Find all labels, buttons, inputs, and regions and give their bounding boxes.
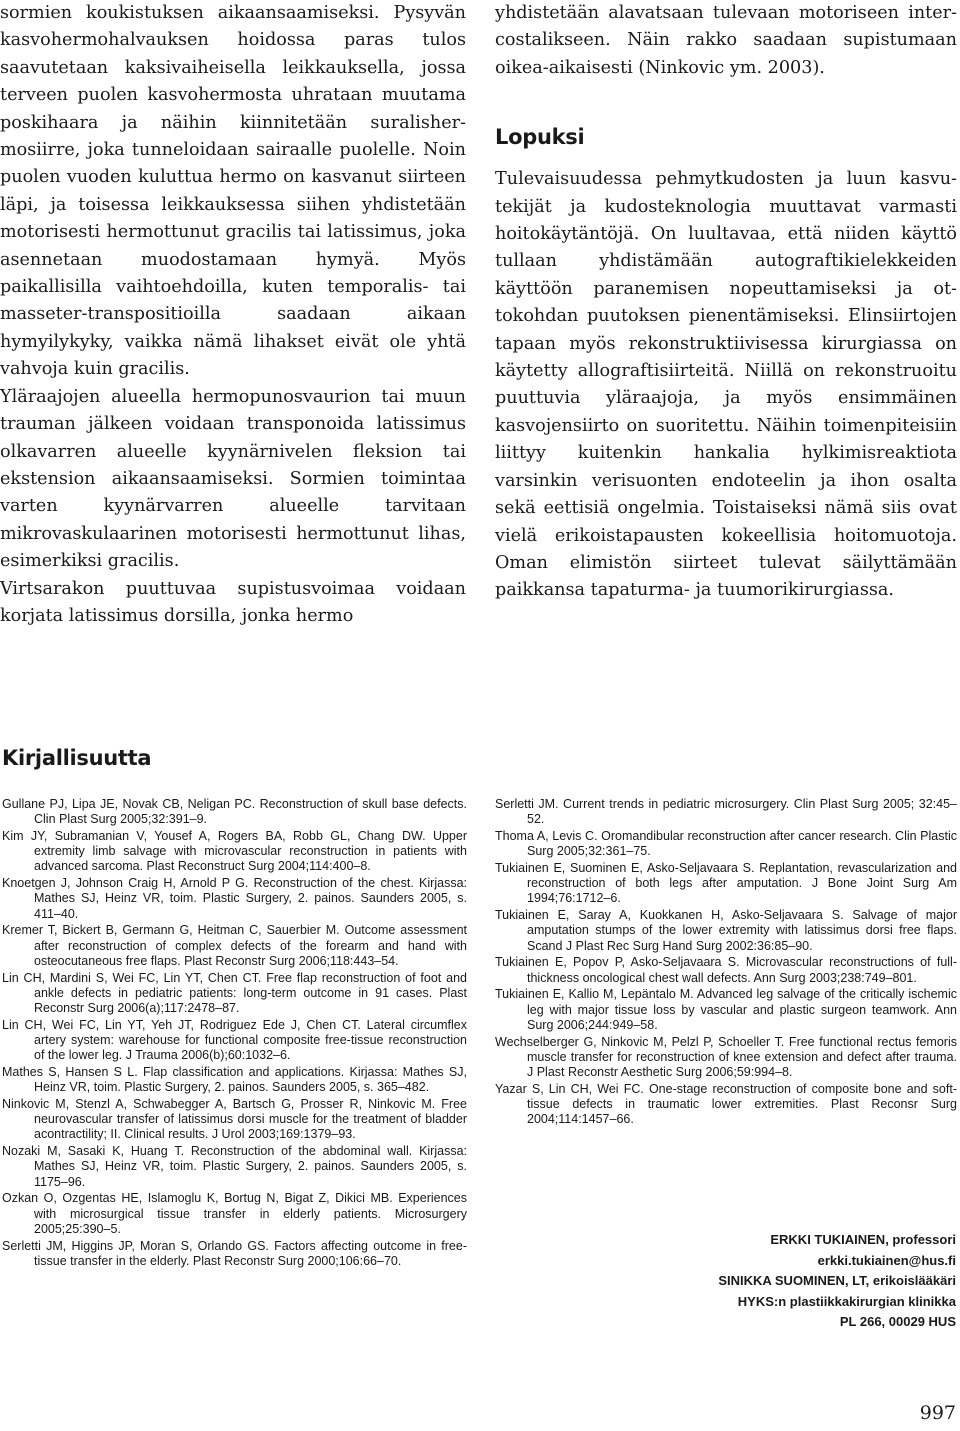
paragraph: sormien koukistuksen aikaansaamiseksi. Pysyvän kasvohermohalvauksen hoidossa paras tulos saavutetaan kaksivaiheisella leikkauksella, jossa terveen puolen kasvohermosta uhrataan muutama poskihaara ja näihin kiinnitetään suralishermosiirre, joka tunneloidaan sairaalle puolelle. Noin puolen vuoden kuluttua hermo on kasvanut siirteen läpi, ja toisessa leikkauksessa siihen yhdistetään motorisesti hermottunut gracilis tai latissimus, joka asennetaan muodostamaan hymyä. Myös paikallisilla vaihtoehdoilla, kuten temporalis- tai masseter-transpositioilla saadaan aikaan hymyilykyky, vaikka nämä lihakset eivät ole yhtä vahvoja kuin gracilis. (0, 3, 466, 380)
author-name: SINIKKA SUOMINEN, LT, erikoislääkäri (718, 1273, 956, 1288)
article-right-column (495, 0, 957, 605)
author-address: PL 266, 00029 HUS (839, 1314, 956, 1329)
author-name: ERKKI TUKIAINEN, professori (770, 1232, 956, 1247)
paragraph: Virtsarakon puuttuvaa supistusvoimaa voidaan korjata latissimus dorsilla, jonka hermo (0, 578, 466, 626)
reference-item: Lin CH, Mardini S, Wei FC, Lin YT, Chen CT. Free flap reconstruction of foot and ankle defects in pediatric patients: long-term outcome in 91 cases. Plast Reconstr Surg 2006(a);117:2478–87. (2, 970, 467, 1016)
reference-item: Ozkan O, Ozgentas HE, Islamoglu K, Bortug N, Bigat Z, Dikici MB. Experiences with microsurgical tissue transfer in elderly patients. Microsurgery 2005;25:390–5. (2, 1191, 467, 1236)
reference-item: Lin CH, Wei FC, Lin YT, Yeh JT, Rodriguez Ede J, Chen CT. Lateral circumflex artery system: warehouse for functional composite free-tissue reconstruction of the lower leg. J Trauma 2006(b);60:1032–6. (2, 1017, 467, 1063)
reference-item: Ninkovic M, Stenzl A, Schwabegger A, Bartsch G, Prosser R, Ninkovic M. Free neurovascular transfer of latissimus dorsi muscle for the treatment of bladder acontractility; II. Clinical results. J Urol 2003;169:1379–93. (2, 1097, 467, 1142)
reference-item: Serletti JM, Higgins JP, Moran S, Orlando GS. Factors affecting outcome in free-tissue transfer in the elderly. Plast Reconstr Surg 2000;106:66–70. (2, 1238, 467, 1268)
reference-item: Serletti JM. Current trends in pediatric microsurgery. Clin Plast Surg 2005; 32:45–52. (495, 797, 957, 827)
reference-item: Tukiainen E, Suominen E, Asko-Seljavaara S. Replantation, revascularization and reconstruction of both legs after amputation. J Bone Joint Surg Am 1994;76:1712–6. (495, 861, 957, 906)
reference-item: Nozaki M, Sasaki K, Huang T. Reconstruction of the abdominal wall. Kirjassa: Mathes SJ, Heinz VR, toim. Plastic Surgery, 2. painos. Saunders 2005, s. 1175–96. (2, 1144, 467, 1189)
references-heading: Kirjallisuutta (2, 746, 152, 770)
reference-item: Tukiainen E, Popov P, Asko-Seljavaara S. Microvascular reconstructions of full-thickness oncological chest wall defects. Ann Surg 2003;238:749–801. (495, 955, 957, 985)
author-email[interactable]: erkki.tukiainen@hus.fi (817, 1252, 956, 1268)
paragraph: Tulevaisuudessa pehmytkudosten ja luun kasvutekijät ja kudosteknologia muuttavat varmasti hoitokäytäntöjä. On luultavaa, että niiden käyttö tullaan yhdistämään autograftikielekkeiden käyttöön paranemisen nopeuttamiseksi ja ottokohdan puutoksen pienentämiseksi. Elinsiirtojen tapaan myös rekonstruktiivisessa kirurgiassa on käytetty allograftisiirteitä. Niillä on rekonstruoitu puuttuvia yläraajoja, ja myös ensimmäinen kasvojensiirto on suoritettu. Näihin toimenpiteisiin liittyy kuitenkin hankalia hylkimisreaktiota varsinkin verisuonten endoteelin ja ihon osalta sekä eettisiä ongelmia. Toistaiseksi nämä siis ovat vielä erikoistapausten kokeellisia hoitomuotoja. Oman elimistön siirteet tulevat säilyttämään paikkansa tapaturma- ja tuumorikirurgiassa. (495, 169, 957, 601)
reference-item: Kim JY, Subramanian V, Yousef A, Rogers BA, Robb GL, Chang DW. Upper extremity limb salvage with microvascular reconstruction in patients with advanced sarcoma. Plast Reconstruct Surg 2004;114:400–8. (2, 829, 467, 874)
paragraph: yhdistetään alavatsaan tulevaan motoriseen intercostalikseen. Näin rakko saadaan supistumaan oikea-aikaisesti (Ninkovic ym. 2003). (495, 3, 957, 78)
author-block (718, 1230, 956, 1333)
reference-item: Tukiainen E, Saray A, Kuokkanen H, Asko-Seljavaara S. Salvage of major amputation stumps of the lower extremity with latissimus dorsi free flaps. Scand J Plast Rec Surg Hand Surg 2002:36:85–90. (495, 908, 957, 953)
reference-item: Wechselberger G, Ninkovic M, Pelzl P, Schoeller T. Free functional rectus femoris muscle transfer for reconstruction of knee extension and defect after trauma. J Plast Reconstr Aesthetic Surg 2006;59:994–8. (495, 1034, 957, 1080)
references-right-column (495, 797, 957, 1129)
reference-item: Tukiainen E, Kallio M, Lepäntalo M. Advanced leg salvage of the critically ischemic leg with major tissue loss by vascular and plastic surgeon teamwork. Ann Surg 2006;244:949–58. (495, 987, 957, 1032)
page-number: 997 (919, 1402, 956, 1424)
reference-item: Yazar S, Lin CH, Wei FC. One-stage reconstruction of composite bone and soft-tissue defects in traumatic lower extremities. Plast Reconsr Surg 2004;114:1457–66. (495, 1081, 957, 1127)
author-affiliation: HYKS:n plastiikkakirurgian klinikka (737, 1293, 956, 1309)
article-left-column (0, 0, 466, 630)
reference-item: Mathes S, Hansen S L. Flap classification and applications. Kirjassa: Mathes SJ, Heinz VR, toim. Plastic Surgery, 2. painos. Saunders 2005, s. 365–482. (2, 1065, 467, 1095)
paragraph: Yläraajojen alueella hermopunosvaurion tai muun trauman jälkeen voidaan transponoida latissimus olkavarren alueelle kyynärnivelen fleksion tai ekstension aikaansaamiseksi. Sormien toimintaa varten kyynärvarren alueelle tarvitaan mikrovaskulaarinen motorisesti hermottunut lihas, esimerkiksi gracilis. (0, 386, 466, 572)
reference-item: Kremer T, Bickert B, Germann G, Heitman C, Sauerbier M. Outcome assessment after reconstruction of complex defects of the forearm and hand with osteocutaneous free flaps. Plast Reconstr Surg 2006;118:443–54. (2, 923, 467, 968)
references-left-column (2, 797, 467, 1271)
reference-item: Knoetgen J, Johnson Craig H, Arnold P G. Reconstruction of the chest. Kirjassa: Mathes SJ, Heinz VR, toim. Plastic Surgery, 2. painos. Saunders 2005, s. 411–40. (2, 876, 467, 921)
section-heading: Lopuksi (495, 125, 585, 149)
reference-item: Gullane PJ, Lipa JE, Novak CB, Neligan PC. Reconstruction of skull base defects. Clin Plast Surg 2005;32:391–9. (2, 797, 467, 827)
reference-item: Thoma A, Levis C. Oromandibular reconstruction after cancer research. Clin Plastic Surg 2005;32:361–75. (495, 829, 957, 859)
